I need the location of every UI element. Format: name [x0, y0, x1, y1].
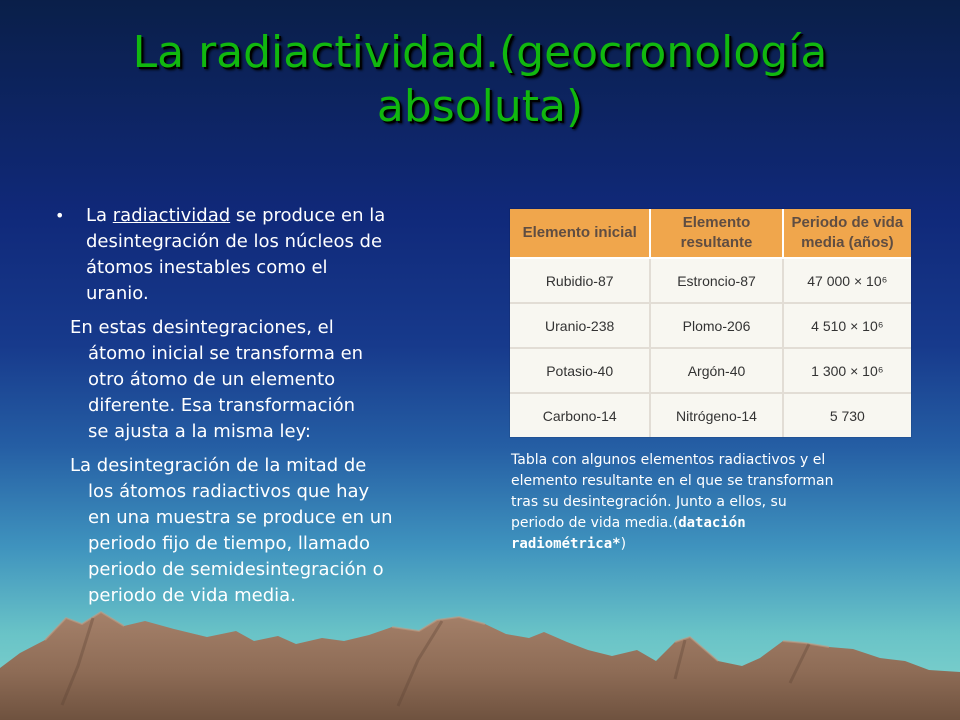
table-cell: 1 300 × 10⁶ [783, 348, 911, 393]
table-cell: Estroncio-87 [650, 258, 782, 303]
header-half-life: Periodo de vida media (años) [783, 209, 911, 258]
table-cell: Carbono-14 [510, 393, 650, 437]
caption-line-3: tras su desintegración. Junto a ellos, su [511, 494, 787, 510]
table-cell: Uranio-238 [510, 303, 650, 348]
table-cell: Rubidio-87 [510, 258, 650, 303]
table-cell: Potasio-40 [510, 348, 650, 393]
radioactive-elements-table [510, 209, 911, 437]
caption-line-5: radiométrica*) [511, 536, 627, 552]
transformation-paragraph [55, 315, 460, 445]
half-life-line-2: los átomos radiactivos que hay [88, 481, 370, 502]
table-cell: 4 510 × 10⁶ [783, 303, 911, 348]
caption-line-4: periodo de vida media.(datación [511, 515, 746, 531]
bullet-symbol: • [55, 206, 65, 225]
radiometric-term: radiométrica* [511, 536, 621, 552]
transformation-line-1: En estas desintegraciones, el [70, 317, 334, 338]
bullet-paragraph [55, 203, 460, 307]
transformation-line-5: se ajusta a la misma ley: [88, 421, 311, 442]
radioactivity-term: radiactividad [112, 205, 231, 226]
table-caption [511, 450, 916, 555]
caption-line-1: Tabla con algunos elementos radiactivos y el [511, 452, 826, 468]
table-row [510, 303, 911, 348]
table-row [510, 258, 911, 303]
table-cell: Plomo-206 [650, 303, 782, 348]
table-row [510, 393, 911, 437]
half-life-line-6: periodo de vida media. [88, 585, 296, 606]
transformation-line-4: diferente. Esa transformación [88, 395, 355, 416]
definition-line-1: La radiactividad se produce en la [86, 205, 386, 226]
caption-line-2: elemento resultante en el que se transforman [511, 473, 834, 489]
half-life-line-5: periodo de semidesintegración o [88, 559, 384, 580]
table-cell: 5 730 [829, 407, 865, 424]
table-cell: Nitrógeno-14 [650, 393, 782, 437]
definition-line-3: átomos inestables como el [86, 257, 328, 278]
half-life-table [510, 209, 911, 437]
dating-term: datación [678, 515, 746, 531]
mountain-range-image [0, 600, 960, 720]
definition-line-4: uranio. [86, 283, 149, 304]
radioactivity-definition [86, 203, 460, 307]
definition-line-2: desintegración de los núcleos de [86, 231, 383, 252]
header-initial-element: Elemento inicial [510, 209, 650, 258]
table-row [510, 348, 911, 393]
mountain-shape [0, 612, 960, 720]
half-life-line-4: periodo fijo de tiempo, llamado [88, 533, 370, 554]
half-life-line-1: La desintegración de la mitad de [70, 455, 367, 476]
half-life-paragraph [55, 453, 460, 609]
table-cell: Argón-40 [650, 348, 782, 393]
slide-title: La radiactividad.(geocronología absoluta) [132, 27, 828, 132]
table-header-row [510, 209, 911, 258]
transformation-line-2: átomo inicial se transforma en [88, 343, 364, 364]
half-life-line-3: en una muestra se produce en un [88, 507, 393, 528]
main-text [55, 203, 460, 609]
header-resulting-element: Elemento resultante [650, 209, 782, 258]
table-cell: 47 000 × 10⁶ [783, 258, 911, 303]
transformation-line-3: otro átomo de un elemento [88, 369, 336, 390]
